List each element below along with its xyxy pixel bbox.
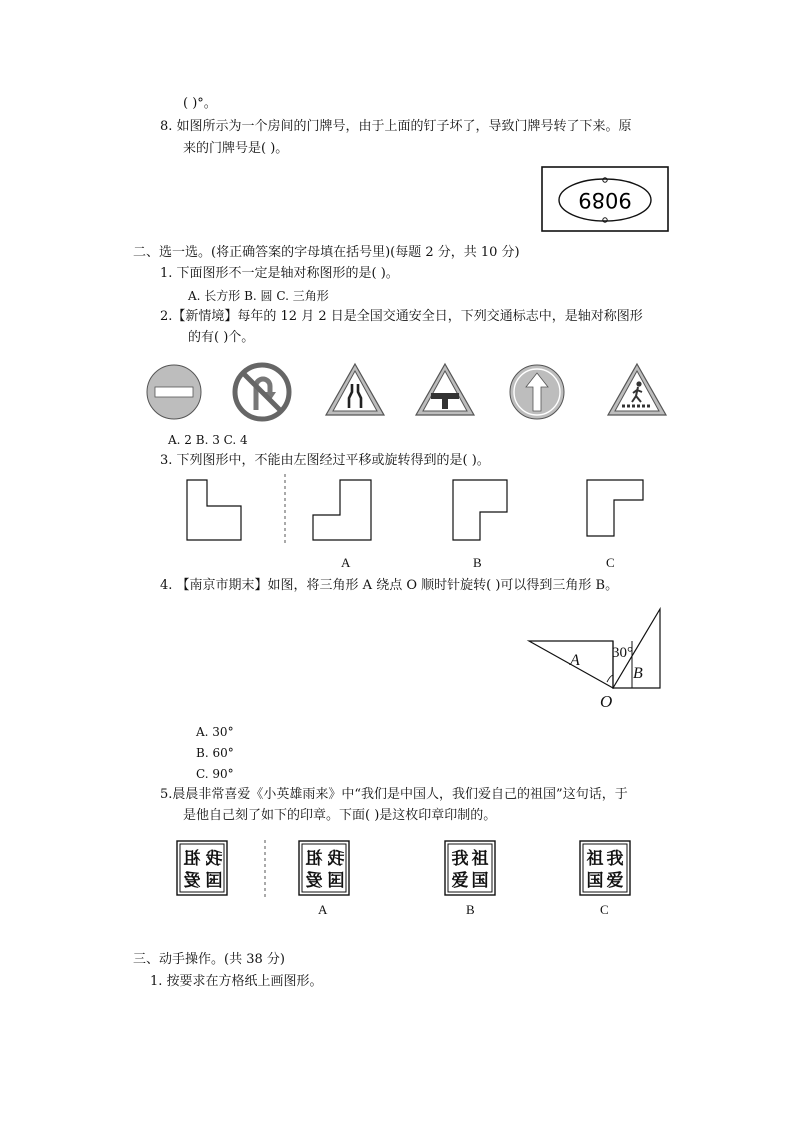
q7-tail: ( )°。 [183, 96, 217, 111]
q4-angle: 30° [612, 645, 633, 661]
s2q4-text: 4. 【南京市期末】如图，将三角形 A 绕点 O 顺时针旋转( )可以得到三角形 B。 [160, 578, 619, 593]
q4-label-o: O [600, 692, 613, 711]
s2q5-line1: 5.晨晨非常喜爱《小英雄雨来》中“我们是中国人，我们爱自己的祖国”这句话，于 [160, 787, 628, 802]
q5-label-b: B [466, 902, 475, 917]
seal-option-c [579, 840, 631, 896]
seal-c-char-2: 我 [606, 849, 624, 869]
seal-a-char-1: 我 [327, 849, 345, 869]
seal-b-char-1: 我 [451, 849, 469, 869]
seal-a-char-4: 爱 [305, 871, 323, 891]
seal-original-char-2: 祖 [183, 849, 201, 869]
s3q1-text: 1. 按要求在方格纸上画图形。 [150, 974, 323, 989]
seal-a-char-3: 国 [327, 871, 345, 891]
seal-original-char-4: 爱 [183, 871, 201, 891]
q3-original-shape [187, 480, 241, 540]
s2q4-option-a: A. 30° [196, 725, 234, 739]
seal-c-char-3: 国 [586, 871, 604, 891]
s2q5-line2: 是他自己刻了如下的印章。下面( )是这枚印章印制的。 [183, 808, 497, 823]
seal-a-char-2: 祖 [305, 849, 323, 869]
section3-title: 三、动手操作。(共 38 分) [133, 952, 285, 967]
q5-label-c: C [600, 902, 609, 917]
s2q4-option-c: C. 90° [196, 767, 234, 781]
seal-c-char-1: 祖 [586, 849, 604, 869]
section2-title: 二、选一选。(将正确答案的字母填在括号里)(每题 2 分，共 10 分) [133, 245, 520, 260]
q3-label-b: B [473, 555, 482, 570]
q3-shape-c [587, 480, 643, 536]
q5-divider [264, 840, 266, 898]
q3-label-a: A [341, 555, 351, 570]
door-plate-number: 9089 [578, 188, 632, 212]
q4-label-a: A [570, 652, 580, 669]
s2q2-line2: 的有( )个。 [188, 330, 255, 345]
seal-original [176, 840, 228, 896]
seal-original-char-1: 我 [205, 849, 223, 869]
q8-line2: 来的门牌号是( )。 [183, 141, 289, 156]
q4-rotation-figure [526, 604, 686, 712]
q8-line1: 8. 如图所示为一个房间的门牌号，由于上面的钉子坏了，导致门牌号转了下来。原 [160, 119, 632, 134]
seal-b-char-2: 祖 [471, 849, 489, 869]
s2q2-line1: 2.【新情境】每年的 12 月 2 日是全国交通安全日，下列交通标志中，是轴对称图形 [160, 309, 643, 324]
seal-option-a [298, 840, 350, 896]
s2q1-text: 1. 下面图形不一定是轴对称图形的是( )。 [160, 266, 399, 281]
q3-label-c: C [606, 555, 615, 570]
seal-option-b [444, 840, 496, 896]
seal-c-char-4: 爱 [606, 871, 624, 891]
seal-b-char-3: 爱 [451, 871, 469, 891]
q4-label-b: B [633, 665, 643, 682]
q3-shape-b [453, 480, 507, 540]
seal-b-char-4: 国 [471, 871, 489, 891]
s2q2-options: A. 2 B. 3 C. 4 [168, 433, 248, 447]
s2q3-text: 3. 下列图形中，不能由左图经过平移或旋转得到的是( )。 [160, 453, 490, 468]
q5-label-a: A [318, 902, 328, 917]
seal-original-char-3: 国 [205, 871, 223, 891]
s2q1-options: A. 长方形 B. 圆 C. 三角形 [188, 289, 329, 303]
q3-shape-a [313, 480, 371, 540]
s2q4-option-b: B. 60° [196, 746, 234, 760]
